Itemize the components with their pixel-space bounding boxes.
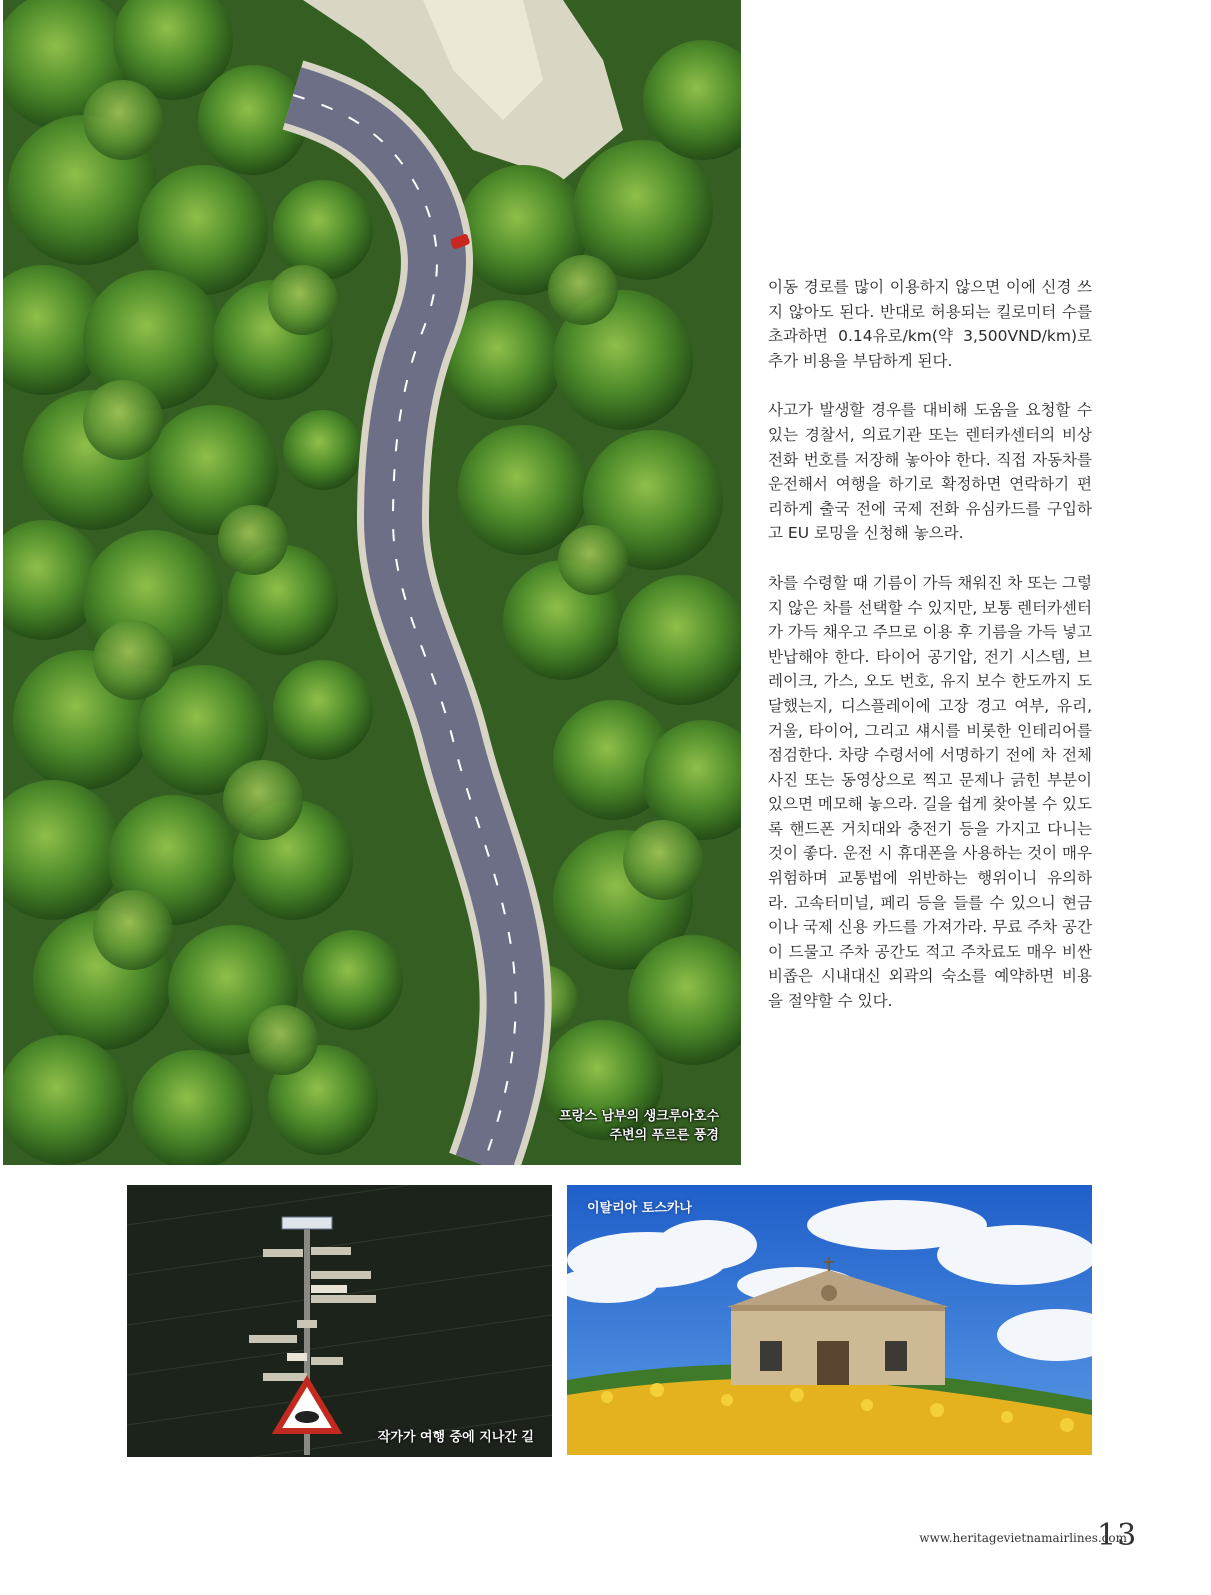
signpost-photo-caption: 작가가 여행 중에 지나간 길 xyxy=(377,1430,534,1445)
article-body xyxy=(768,275,1092,1039)
main-photo-forest-road xyxy=(3,0,741,1165)
main-photo-caption xyxy=(559,1107,719,1145)
main-photo-caption-line1: 프랑스 남부의 생크루아호수 xyxy=(559,1109,719,1124)
tuscany-illustration xyxy=(567,1185,1092,1455)
signpost-photo xyxy=(127,1185,552,1457)
article-paragraph: 이동 경로를 많이 이용하지 않으면 이에 신경 쓰지 않아도 된다. 반대로 허용되는 킬로미터 수를 초과하면 0.14유로/km(약 3,500VND/km)로 추가 비용을 부담하게 된다. xyxy=(768,278,1092,370)
article-paragraph: 사고가 발생할 경우를 대비해 도움을 요청할 수 있는 경찰서, 의료기관 또는 렌터카센터의 비상 전화 번호를 저장해 놓아야 한다. 직접 자동차를 운전해서 여행을 하기로 확정하면 연락하기 편리하게 출국 전에 국제 전화 유심카드를 구입하고 EU 로밍을 신청해 놓으라. xyxy=(768,401,1092,543)
signpost-illustration xyxy=(127,1185,552,1457)
main-photo-caption-line2: 주변의 푸르른 풍경 xyxy=(609,1128,719,1143)
tuscany-photo-caption: 이탈리아 토스카나 xyxy=(587,1201,692,1216)
article-paragraph: 차를 수령할 때 기름이 가득 채워진 차 또는 그렇지 않은 차를 선택할 수 있지만, 보통 렌터카센터가 가득 채우고 주므로 이용 후 기름을 가득 넣고 반납해야 한다. 타이어 공기압, 전기 시스템, 브레이크, 가스, 오도 번호, 유지 보수 한도까지 도달했는지, 디스플레이에 고장 경고 여부, 유리, 거울, 타이어, 그리고 섀시를 비롯한 인테리어를 점검한다. 차량 수령서에 서명하기 전에 차 전체 사진 또는 동영상으로 찍고 문제나 긁힌 부분이 있으면 메모해 놓으라. 길을 쉽게 찾아볼 수 있도록 핸드폰 거치대와 충전기 등을 가지고 다니는 것이 좋다. 운전 시 휴대폰을 사용하는 것이 매우 위험하며 교통법에 위반하는 행위이니 유의하라. 고속터미널, 페리 등을 들를 수 있으니 현금이나 국제 신용 카드를 가져가라. 무료 주차 공간이 드물고 주차 공간도 적고 주차료도 매우 비싼 비좁은 시내대신 외곽의 숙소를 예약하면 비용을 절약할 수 있다. xyxy=(768,573,1092,1011)
forest-road-illustration xyxy=(3,0,741,1165)
page-number: 13 xyxy=(1097,1518,1138,1553)
footer-website: www.heritagevietnamairlines.com xyxy=(919,1531,1127,1545)
tuscany-photo xyxy=(567,1185,1092,1455)
